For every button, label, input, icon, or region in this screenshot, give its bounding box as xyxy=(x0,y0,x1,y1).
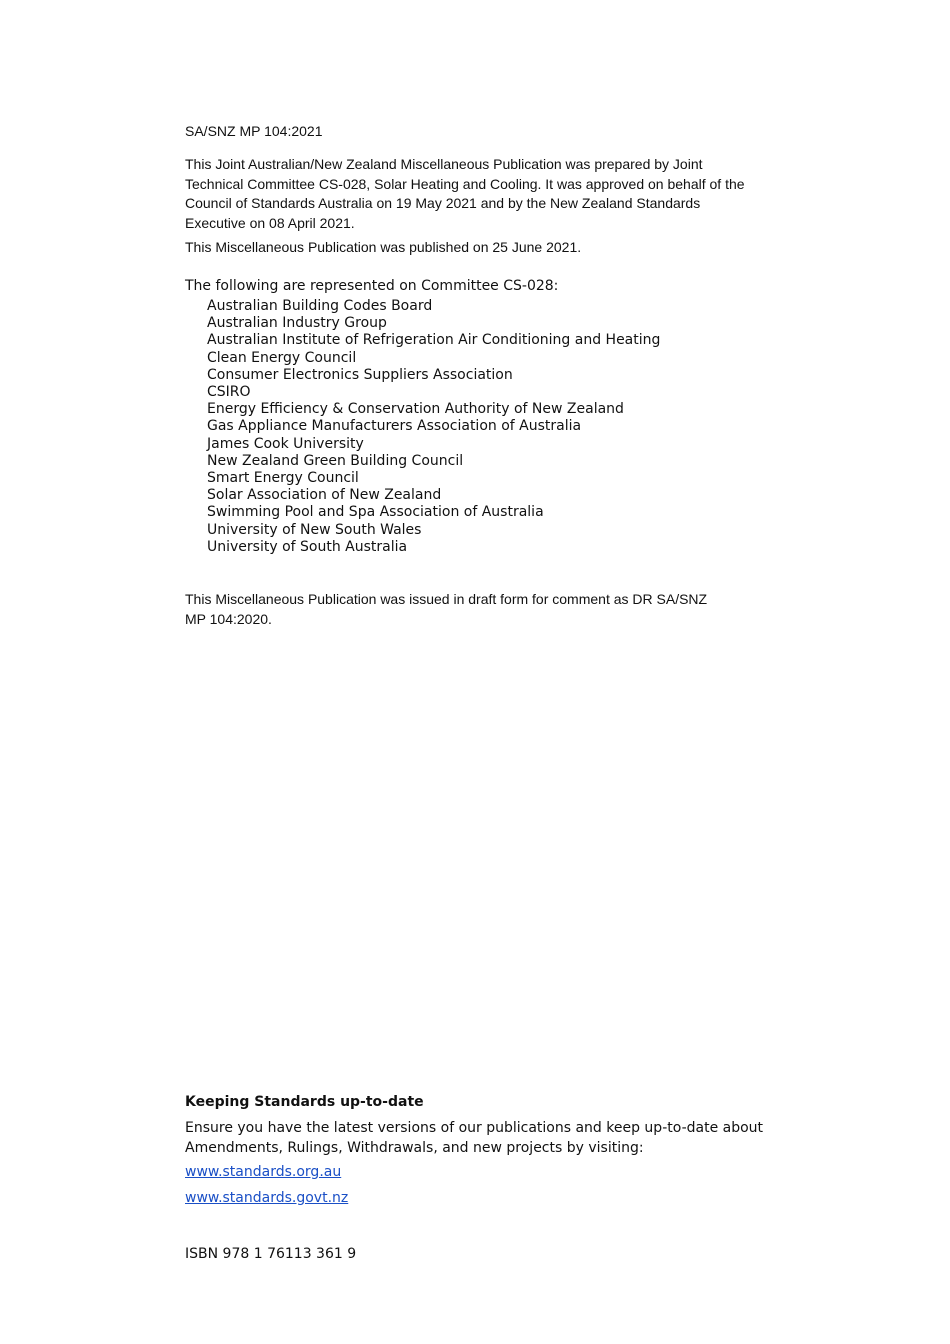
published-paragraph: This Miscellaneous Publication was published on 25 June 2021. xyxy=(185,239,582,255)
committee-member: James Cook University xyxy=(207,435,364,452)
approval-paragraph: This Joint Australian/New Zealand Miscellaneous Publication was prepared by Joint Technical Committee CS-028, Solar Heating and Cooling. It was approved on behalf of the Council of Standards Australia on 19 May 2021 and by the New Zealand Standards Executive on 08 April 2021. xyxy=(185,156,745,231)
committee-member: Solar Association of New Zealand xyxy=(207,487,442,504)
committee-member: Australian Institute of Refrigeration Air Conditioning and Heating xyxy=(207,332,661,349)
isbn-number: ISBN 978 1 76113 361 9 xyxy=(185,1246,357,1262)
committee-member: University of New South Wales xyxy=(207,521,422,538)
committee-member: Australian Industry Group xyxy=(207,315,387,332)
committee-member: Gas Appliance Manufacturers Association of Australia xyxy=(207,418,582,435)
committee-member: Australian Building Codes Board xyxy=(207,298,433,314)
committee-member: New Zealand Green Building Council xyxy=(207,452,464,469)
committee-member: CSIRO xyxy=(207,384,251,401)
committee-member: Energy Efficiency & Conservation Authority of New Zealand xyxy=(207,401,624,418)
keeping-up-to-date-heading: Keeping Standards up-to-date xyxy=(185,1094,424,1110)
committee-member: Swimming Pool and Spa Association of Australia xyxy=(207,504,544,521)
document-designation: SA/SNZ MP 104:2021 xyxy=(185,123,323,139)
standards-au-link[interactable]: www.standards.org.au xyxy=(185,1164,342,1180)
standards-nz-link[interactable]: www.standards.govt.nz xyxy=(185,1190,349,1206)
committee-member: Consumer Electronics Suppliers Association xyxy=(207,366,513,383)
keeping-up-to-date-body: Ensure you have the latest versions of our publications and keep up-to-date about Amendments, Rulings, Withdrawals, and new projects by visiting: xyxy=(185,1120,764,1156)
draft-paragraph: This Miscellaneous Publication was issued in draft form for comment as DR SA/SNZ MP 104:2020. xyxy=(185,591,708,627)
committee-heading: The following are represented on Committee CS-028: xyxy=(185,278,559,294)
committee-member-list xyxy=(207,298,660,556)
committee-member: Smart Energy Council xyxy=(207,470,359,487)
committee-member: University of South Australia xyxy=(207,538,408,555)
committee-member: Clean Energy Council xyxy=(207,349,357,366)
